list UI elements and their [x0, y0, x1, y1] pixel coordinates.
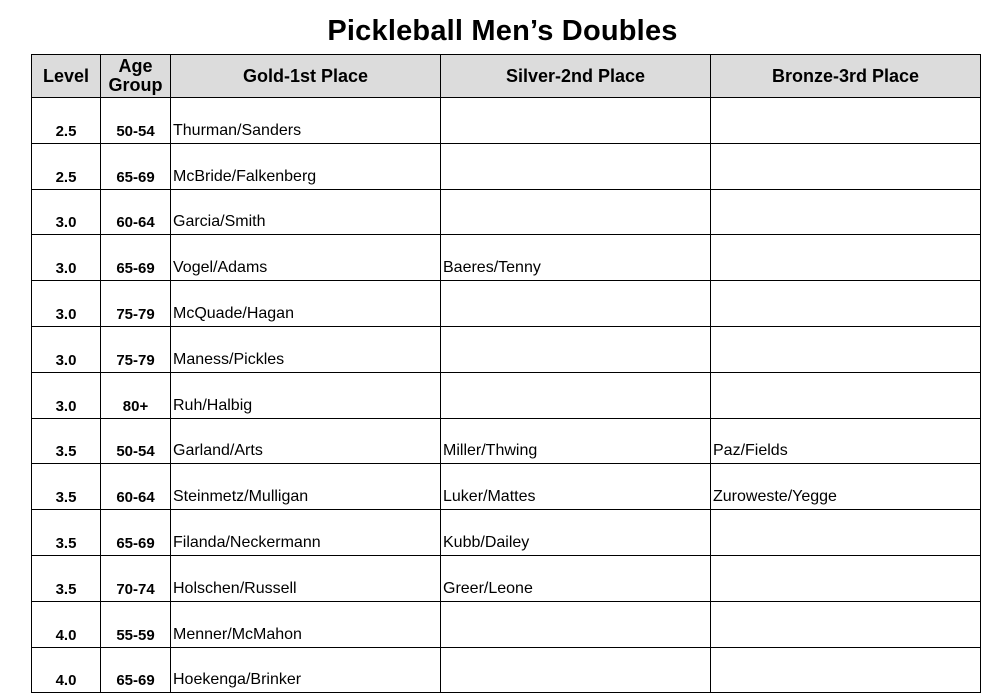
silver-cell — [441, 98, 711, 144]
silver-cell: Kubb/Dailey — [441, 510, 711, 556]
bronze-cell — [711, 372, 981, 418]
gold-cell: Garcia/Smith — [171, 189, 441, 235]
gold-cell: Garland/Arts — [171, 418, 441, 464]
bronze-cell: Zuroweste/Yegge — [711, 464, 981, 510]
bronze-cell — [711, 281, 981, 327]
table-row — [32, 418, 981, 464]
header-bronze: Bronze-3rd Place — [711, 55, 981, 98]
age-group-cell: 65-69 — [101, 235, 171, 281]
age-group-cell: 55-59 — [101, 601, 171, 647]
gold-cell: Maness/Pickles — [171, 326, 441, 372]
results-table — [31, 54, 981, 693]
gold-cell: Steinmetz/Mulligan — [171, 464, 441, 510]
level-cell: 2.5 — [32, 143, 101, 189]
header-level: Level — [32, 55, 101, 98]
level-cell: 3.0 — [32, 235, 101, 281]
gold-cell: Ruh/Halbig — [171, 372, 441, 418]
gold-cell: Vogel/Adams — [171, 235, 441, 281]
table-row — [32, 464, 981, 510]
gold-cell: Hoekenga/Brinker — [171, 647, 441, 693]
table-row — [32, 555, 981, 601]
age-group-cell: 50-54 — [101, 98, 171, 144]
age-group-cell: 65-69 — [101, 510, 171, 556]
bronze-cell — [711, 326, 981, 372]
silver-cell — [441, 647, 711, 693]
table-row — [32, 510, 981, 556]
gold-cell: Menner/McMahon — [171, 601, 441, 647]
silver-cell — [441, 143, 711, 189]
table-row — [32, 326, 981, 372]
gold-cell: Filanda/Neckermann — [171, 510, 441, 556]
bronze-cell — [711, 510, 981, 556]
bronze-cell: Paz/Fields — [711, 418, 981, 464]
bronze-cell — [711, 98, 981, 144]
table-row — [32, 281, 981, 327]
header-row — [32, 55, 981, 98]
table-row — [32, 189, 981, 235]
silver-cell — [441, 189, 711, 235]
bronze-cell — [711, 189, 981, 235]
bronze-cell — [711, 235, 981, 281]
gold-cell: Holschen/Russell — [171, 555, 441, 601]
gold-cell: McBride/Falkenberg — [171, 143, 441, 189]
table-row — [32, 372, 981, 418]
bronze-cell — [711, 601, 981, 647]
table-row — [32, 143, 981, 189]
level-cell: 3.5 — [32, 418, 101, 464]
level-cell: 3.5 — [32, 555, 101, 601]
silver-cell — [441, 281, 711, 327]
level-cell: 3.0 — [32, 326, 101, 372]
age-group-cell: 75-79 — [101, 326, 171, 372]
header-age-line2: Group — [108, 75, 163, 95]
table-row — [32, 647, 981, 693]
header-silver: Silver-2nd Place — [441, 55, 711, 98]
age-group-cell: 65-69 — [101, 647, 171, 693]
level-cell: 3.5 — [32, 464, 101, 510]
age-group-cell: 50-54 — [101, 418, 171, 464]
level-cell: 3.0 — [32, 189, 101, 235]
silver-cell: Luker/Mattes — [441, 464, 711, 510]
age-group-cell: 70-74 — [101, 555, 171, 601]
age-group-cell: 65-69 — [101, 143, 171, 189]
level-cell: 2.5 — [32, 98, 101, 144]
age-group-cell: 80+ — [101, 372, 171, 418]
page-title: Pickleball Men’s Doubles — [327, 15, 678, 47]
table-row — [32, 235, 981, 281]
table-row — [32, 98, 981, 144]
silver-cell — [441, 326, 711, 372]
level-cell: 3.0 — [32, 372, 101, 418]
bronze-cell — [711, 647, 981, 693]
silver-cell — [441, 372, 711, 418]
level-cell: 4.0 — [32, 601, 101, 647]
gold-cell: Thurman/Sanders — [171, 98, 441, 144]
header-gold: Gold-1st Place — [171, 55, 441, 98]
level-cell: 3.5 — [32, 510, 101, 556]
bronze-cell — [711, 555, 981, 601]
header-age-group — [101, 55, 171, 98]
level-cell: 4.0 — [32, 647, 101, 693]
silver-cell — [441, 601, 711, 647]
gold-cell: McQuade/Hagan — [171, 281, 441, 327]
silver-cell: Greer/Leone — [441, 555, 711, 601]
age-group-cell: 60-64 — [101, 189, 171, 235]
silver-cell: Miller/Thwing — [441, 418, 711, 464]
table-row — [32, 601, 981, 647]
header-age-line1: Age — [118, 56, 153, 76]
age-group-cell: 75-79 — [101, 281, 171, 327]
age-group-cell: 60-64 — [101, 464, 171, 510]
level-cell: 3.0 — [32, 281, 101, 327]
silver-cell: Baeres/Tenny — [441, 235, 711, 281]
bronze-cell — [711, 143, 981, 189]
